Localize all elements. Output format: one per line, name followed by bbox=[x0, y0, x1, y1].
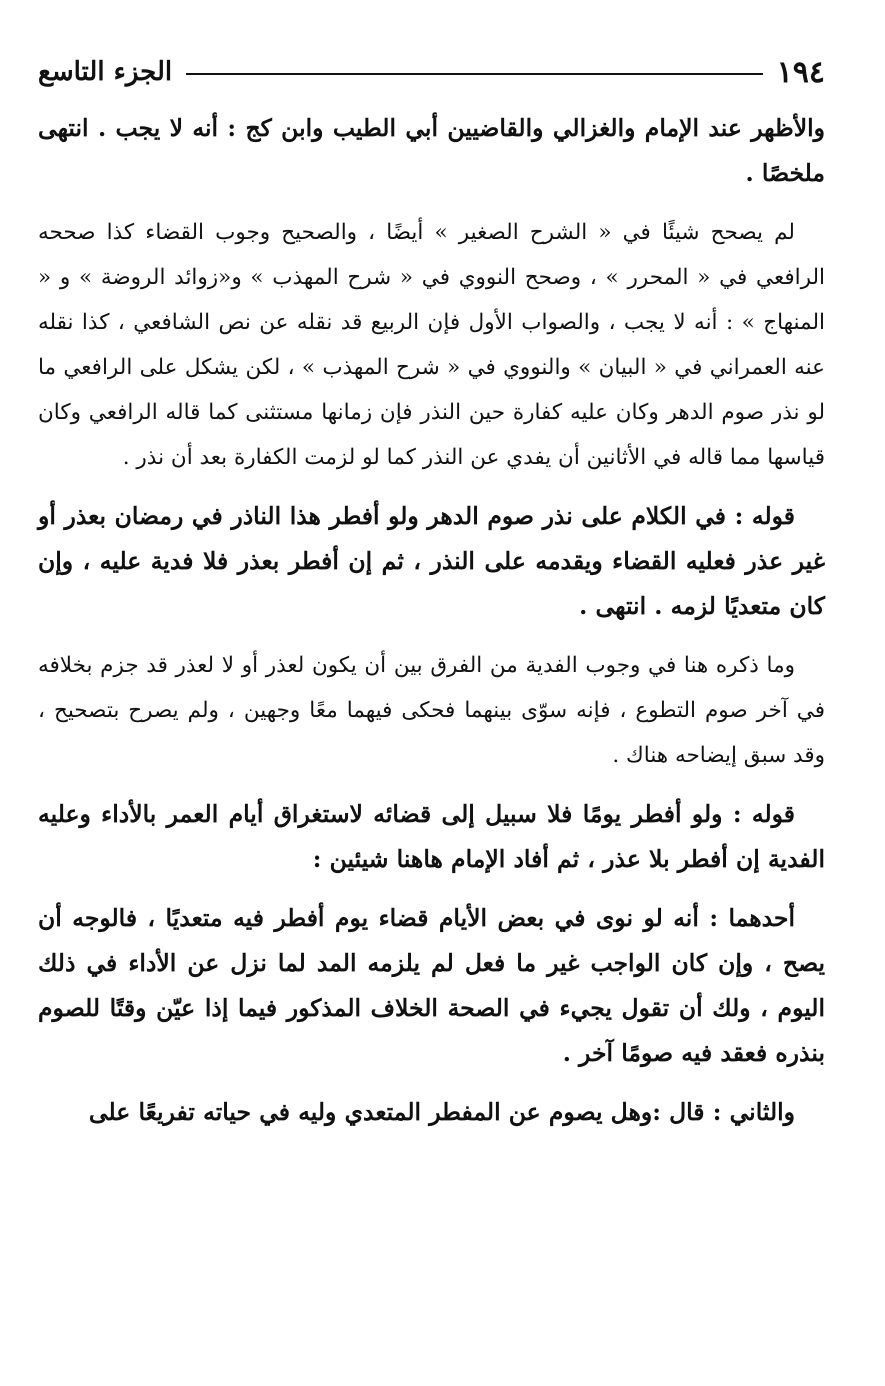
book-page bbox=[38, 52, 825, 1149]
paragraph-2: لم يصحح شيئًا في « الشرح الصغير » أيضًا ، والصحيح وجوب القضاء كذا صححه الرافعي في « المحرر » ، وصحح النووي في « شرح المهذب » و«زوائد الروضة » و « المنهاج » : أنه لا يجب ، والصواب الأول فإن الربيع قد نقله عن نص الشافعي ، كذا نقله عنه العمراني في « البيان » والنووي في « شرح المهذب » ، لكن يشكل على الرافعي ما لو نذر صوم الدهر وكان عليه كفارة حين النذر فإن زمانها مستثنى كما قاله الرافعي وكان قياسها مما قاله في الأثانين أن يفدي عن النذر كما لو لزمت الكفارة بعد أن نذر . bbox=[38, 220, 825, 470]
part-title: الجزء التاسع bbox=[38, 57, 173, 87]
running-header bbox=[38, 52, 825, 92]
paragraph-4: وما ذكره هنا في وجوب الفدية من الفرق بين أن يكون لعذر أو لا لعذر قد جزم بخلافه في آخر صوم التطوع ، فإنه سوّى بينهما فحكى فيهما معًا وجهين ، ولم يصرح بتصحيح ، وقد سبق إيضاحه هناك . bbox=[38, 653, 825, 768]
paragraph-6: أحدهما : أنه لو نوى في بعض الأيام قضاء يوم أفطر فيه متعديًا ، فالوجه أن يصح ، وإن كان الواجب غير ما فعل لم يلزمه المد لما نزل عن الأداء في ذلك اليوم ، ولك أن تقول يجيء في الصحة الخلاف المذكور فيما إذا عيّن وقتًا للصوم بنذره فعقد فيه صومًا آخر . bbox=[38, 904, 825, 1067]
paragraph-5: قوله : ولو أفطر يومًا فلا سبيل إلى قضائه لاستغراق أيام العمر بالأداء وعليه الفدية إن أفطر بلا عذر ، ثم أفاد الإمام هاهنا شيئين : bbox=[38, 800, 825, 873]
paragraph-7: والثاني : قال :وهل يصوم عن المفطر المتعدي وليه في حياته تفريعًا على bbox=[88, 1098, 795, 1126]
paragraph-1: والأظهر عند الإمام والغزالي والقاضيين أبي الطيب وابن كج : أنه لا يجب . انتهى ملخصًا . bbox=[38, 114, 825, 187]
paragraph-3: قوله : في الكلام على نذر صوم الدهر ولو أفطر هذا الناذر في رمضان بعذر أو غير عذر فعليه القضاء ويقدمه على النذر ، ثم إن أفطر بعذر فلا فدية عليه ، وإن كان متعديًا لزمه . انتهى . bbox=[38, 502, 825, 620]
page-number: ١٩٤ bbox=[776, 54, 825, 90]
header-rule bbox=[186, 73, 763, 75]
